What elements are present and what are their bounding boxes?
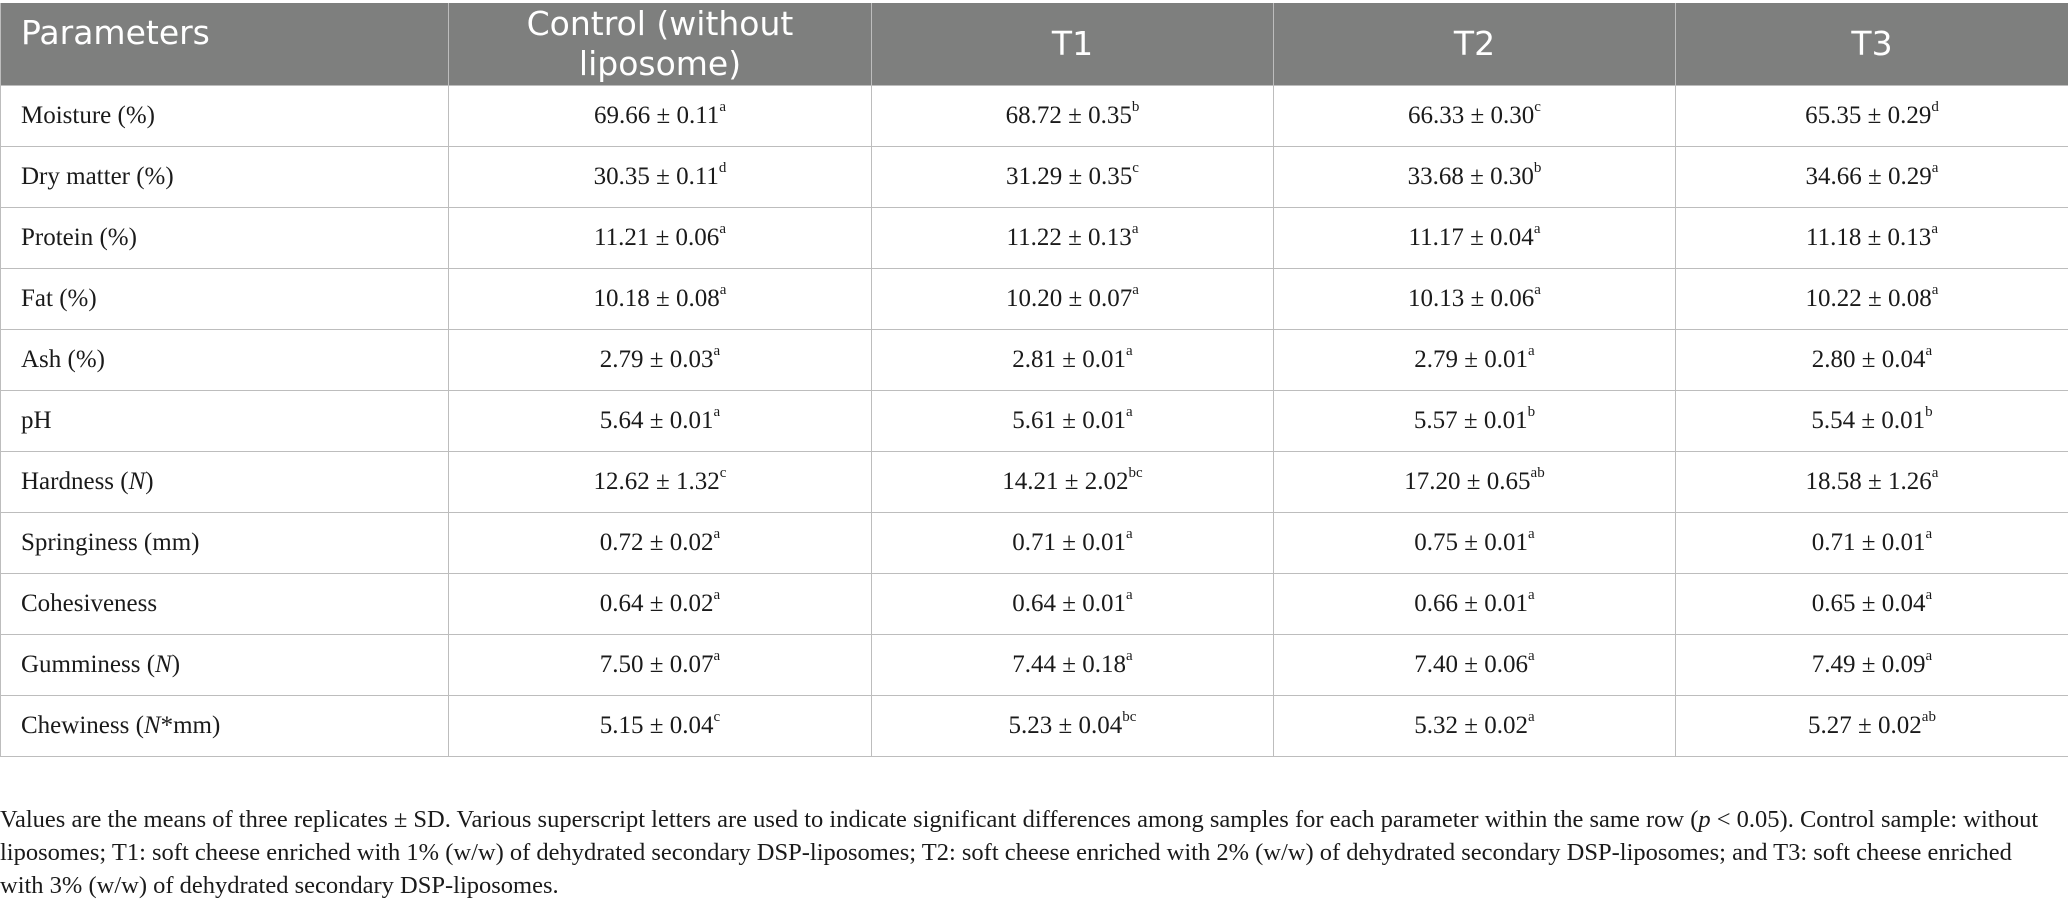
significance-letter: b	[1131, 98, 1140, 115]
cell-value: 68.72 ± 0.35	[1005, 102, 1132, 129]
cell-value: 30.35 ± 0.11	[593, 163, 719, 190]
value-cell	[872, 208, 1274, 269]
cell-value: 69.66 ± 0.11	[594, 102, 720, 129]
cell-value: 5.27 ± 0.02	[1808, 712, 1922, 739]
value-cell	[1274, 86, 1676, 147]
parameter-label: Dry matter (%)	[21, 163, 174, 190]
cell-value: 10.20 ± 0.07	[1006, 285, 1133, 312]
parameter-label: Fat (%)	[21, 285, 97, 312]
cell-value: 5.57 ± 0.01	[1413, 407, 1528, 434]
cell-value: 10.13 ± 0.06	[1408, 285, 1535, 312]
significance-letter: a	[1528, 708, 1535, 725]
cell-value: 18.58 ± 1.26	[1805, 468, 1932, 495]
significance-letter: a	[713, 647, 721, 664]
cell-value: 0.64 ± 0.02	[599, 590, 714, 617]
table-row	[1, 696, 2068, 757]
value-cell	[449, 452, 872, 513]
footnote-text-after: < 0.05). Control sample: without liposomes; T1: soft cheese enriched with 1% (w/w) of dehydrated secondary DSP-liposomes; T2: soft cheese enriched with 2% (w/w) of dehydrated secondary DSP-liposomes; and T3: soft cheese enriched with 3% (w/w) of dehydrated secondary DSP-liposomes.	[0, 806, 2039, 899]
significance-letter: a	[719, 98, 726, 115]
significance-letter: a	[1132, 281, 1139, 298]
parameter-unit-suffix: )	[145, 468, 154, 495]
parameter-unit-symbol: N	[143, 712, 161, 739]
value-cell	[872, 574, 1274, 635]
table-row	[1, 452, 2068, 513]
value-cell	[872, 147, 1274, 208]
cell-value: 10.18 ± 0.08	[593, 285, 720, 312]
value-cell	[1676, 635, 2068, 696]
cell-value: 34.66 ± 0.29	[1805, 163, 1932, 190]
value-cell	[872, 330, 1274, 391]
parameter-label: Hardness (	[21, 468, 129, 495]
cell-value: 11.21 ± 0.06	[594, 224, 720, 251]
significance-letter: a	[1925, 342, 1933, 359]
significance-letter: bc	[1128, 464, 1143, 481]
significance-letter: a	[1925, 586, 1933, 603]
significance-letter: c	[713, 708, 721, 725]
header-t1: T1	[872, 3, 1274, 86]
cell-value: 33.68 ± 0.30	[1407, 163, 1534, 190]
value-cell	[1676, 574, 2068, 635]
header-t3: T3	[1676, 3, 2068, 86]
significance-letter: a	[1533, 220, 1541, 237]
value-cell	[1274, 452, 1676, 513]
value-cell	[872, 452, 1274, 513]
value-cell	[1274, 330, 1676, 391]
significance-letter: a	[713, 586, 721, 603]
row-parameter	[1, 330, 449, 391]
value-cell	[1676, 330, 2068, 391]
table-row	[1, 391, 2068, 452]
value-cell	[449, 513, 872, 574]
table-row	[1, 635, 2068, 696]
value-cell	[1676, 696, 2068, 757]
value-cell	[449, 635, 872, 696]
significance-letter: c	[1132, 159, 1139, 176]
value-cell	[1274, 696, 1676, 757]
significance-letter: a	[1931, 220, 1938, 237]
value-cell	[872, 391, 1274, 452]
significance-letter: a	[1925, 647, 1933, 664]
cell-value: 11.17 ± 0.04	[1408, 224, 1534, 251]
footnote-text-before: Values are the means of three replicates ± SD. Various superscript letters are used to indicate significant differences among samples for each parameter within the same row (	[0, 806, 1699, 833]
significance-letter: a	[1126, 525, 1133, 542]
table-row	[1, 269, 2068, 330]
value-cell	[872, 513, 1274, 574]
footnote-p-symbol: p	[1698, 806, 1711, 833]
significance-letter: a	[1126, 342, 1133, 359]
cell-value: 10.22 ± 0.08	[1805, 285, 1932, 312]
significance-letter: bc	[1122, 708, 1137, 725]
value-cell	[1274, 391, 1676, 452]
value-cell	[1274, 513, 1676, 574]
row-parameter	[1, 696, 449, 757]
value-cell	[1676, 147, 2068, 208]
row-parameter	[1, 513, 449, 574]
row-parameter	[1, 391, 449, 452]
data-table-container	[0, 3, 2068, 757]
cell-value: 7.40 ± 0.06	[1414, 651, 1529, 678]
significance-letter: b	[1533, 159, 1542, 176]
value-cell	[449, 147, 872, 208]
significance-letter: ab	[1921, 708, 1936, 725]
cell-value: 5.54 ± 0.01	[1811, 407, 1926, 434]
header-t2: T2	[1274, 3, 1676, 86]
row-parameter	[1, 208, 449, 269]
value-cell	[449, 391, 872, 452]
cell-value: 0.64 ± 0.01	[1012, 590, 1127, 617]
table-row	[1, 330, 2068, 391]
significance-letter: d	[1931, 98, 1939, 115]
value-cell	[1676, 391, 2068, 452]
significance-letter: a	[1931, 464, 1939, 481]
value-cell	[449, 208, 872, 269]
significance-letter: b	[1527, 403, 1536, 420]
value-cell	[449, 330, 872, 391]
value-cell	[1274, 574, 1676, 635]
significance-letter: a	[713, 525, 721, 542]
row-parameter	[1, 635, 449, 696]
cell-value: 2.81 ± 0.01	[1012, 346, 1127, 373]
value-cell	[1274, 635, 1676, 696]
significance-letter: a	[1126, 403, 1133, 420]
header-row	[1, 3, 2068, 86]
header-control: Control (without liposome)	[449, 3, 872, 86]
significance-letter: d	[718, 159, 727, 176]
parameter-unit-suffix: )	[171, 651, 181, 678]
value-cell	[1274, 147, 1676, 208]
parameter-label: Gumminess (	[21, 651, 156, 678]
significance-letter: ab	[1530, 464, 1545, 481]
cell-value: 11.22 ± 0.13	[1006, 224, 1132, 251]
parameter-unit-symbol: N	[155, 651, 172, 678]
parameter-label: Chewiness (	[21, 712, 144, 739]
cell-value: 66.33 ± 0.30	[1408, 102, 1535, 129]
significance-letter: a	[1931, 281, 1939, 298]
cell-value: 12.62 ± 1.32	[593, 468, 720, 495]
row-parameter	[1, 574, 449, 635]
value-cell	[872, 269, 1274, 330]
table-row	[1, 147, 2068, 208]
cell-value: 2.80 ± 0.04	[1811, 346, 1926, 373]
data-table	[0, 3, 2068, 757]
significance-letter: a	[1534, 281, 1541, 298]
significance-letter: a	[1925, 525, 1933, 542]
cell-value: 7.50 ± 0.07	[599, 651, 714, 678]
cell-value: 0.75 ± 0.01	[1414, 529, 1529, 556]
significance-letter: a	[1528, 525, 1535, 542]
parameter-label: Cohesiveness	[21, 590, 158, 617]
cell-value: 14.21 ± 2.02	[1002, 468, 1129, 495]
cell-value: 5.23 ± 0.04	[1008, 712, 1123, 739]
parameter-label: Springiness (mm)	[21, 529, 200, 556]
cell-value: 7.49 ± 0.09	[1811, 651, 1926, 678]
significance-letter: a	[1528, 647, 1535, 664]
cell-value: 0.66 ± 0.01	[1414, 590, 1529, 617]
significance-letter: c	[1534, 98, 1541, 115]
header-parameters: Parameters	[1, 3, 449, 86]
value-cell	[449, 696, 872, 757]
cell-value: 65.35 ± 0.29	[1805, 102, 1932, 129]
value-cell	[1676, 208, 2068, 269]
value-cell	[872, 86, 1274, 147]
significance-letter: a	[1931, 159, 1939, 176]
value-cell	[449, 269, 872, 330]
significance-letter: a	[719, 220, 726, 237]
significance-letter: a	[1528, 586, 1535, 603]
cell-value: 17.20 ± 0.65	[1404, 468, 1531, 495]
cell-value: 0.71 ± 0.01	[1811, 529, 1926, 556]
value-cell	[1274, 208, 1676, 269]
value-cell	[872, 696, 1274, 757]
value-cell	[1676, 452, 2068, 513]
significance-letter: a	[1126, 586, 1133, 603]
parameter-label: pH	[21, 407, 52, 434]
cell-value: 0.71 ± 0.01	[1012, 529, 1127, 556]
table-row	[1, 86, 2068, 147]
significance-letter: a	[1528, 342, 1535, 359]
cell-value: 5.32 ± 0.02	[1414, 712, 1529, 739]
value-cell	[1676, 513, 2068, 574]
table-row	[1, 513, 2068, 574]
cell-value: 0.72 ± 0.02	[599, 529, 714, 556]
cell-value: 11.18 ± 0.13	[1806, 224, 1932, 251]
cell-value: 2.79 ± 0.01	[1414, 346, 1529, 373]
row-parameter	[1, 269, 449, 330]
value-cell	[449, 86, 872, 147]
cell-value: 5.64 ± 0.01	[599, 407, 714, 434]
parameter-label: Ash (%)	[21, 346, 106, 373]
row-parameter	[1, 86, 449, 147]
table-footnote	[0, 803, 2060, 902]
significance-letter: b	[1925, 403, 1933, 420]
significance-letter: a	[1126, 647, 1133, 664]
cell-value: 2.79 ± 0.03	[599, 346, 714, 373]
table-row	[1, 574, 2068, 635]
parameter-label: Moisture (%)	[21, 102, 155, 129]
parameter-unit-suffix: *mm)	[160, 712, 221, 739]
row-parameter	[1, 147, 449, 208]
cell-value: 7.44 ± 0.18	[1012, 651, 1127, 678]
value-cell	[1676, 269, 2068, 330]
value-cell	[1274, 269, 1676, 330]
significance-letter: a	[713, 342, 721, 359]
significance-letter: a	[713, 403, 721, 420]
significance-letter: c	[719, 464, 727, 481]
value-cell	[1676, 86, 2068, 147]
row-parameter	[1, 452, 449, 513]
cell-value: 31.29 ± 0.35	[1006, 163, 1133, 190]
cell-value: 0.65 ± 0.04	[1811, 590, 1926, 617]
table-body	[1, 86, 2068, 757]
cell-value: 5.15 ± 0.04	[599, 712, 714, 739]
value-cell	[449, 574, 872, 635]
table-row	[1, 208, 2068, 269]
parameter-label: Protein (%)	[21, 224, 137, 251]
significance-letter: a	[719, 281, 727, 298]
parameter-unit-symbol: N	[128, 468, 146, 495]
cell-value: 5.61 ± 0.01	[1012, 407, 1127, 434]
significance-letter: a	[1131, 220, 1139, 237]
value-cell	[872, 635, 1274, 696]
